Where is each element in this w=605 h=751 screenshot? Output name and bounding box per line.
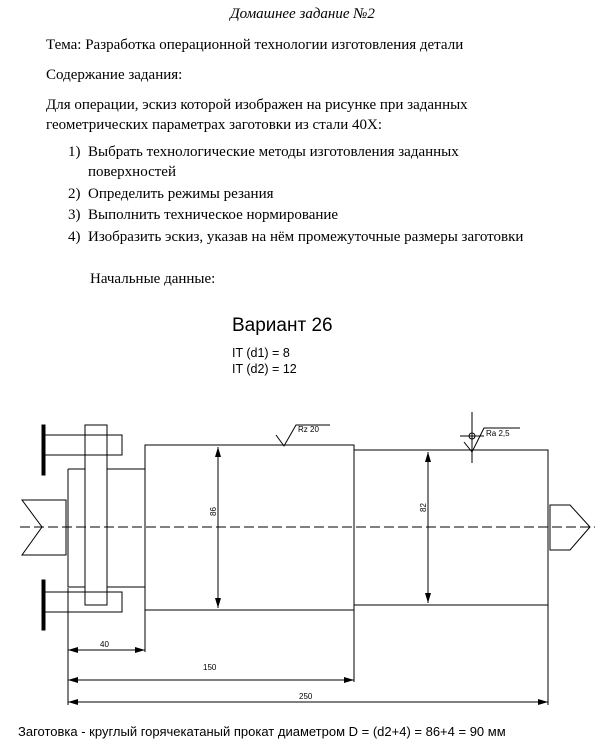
tolerance-d1: IT (d1) = 8 bbox=[232, 346, 290, 360]
dim-label-82: 82 bbox=[419, 503, 428, 512]
blank-description: Заготовка - круглый горячекатаный прокат диаметром D = (d2+4) = 86+4 = 90 мм bbox=[18, 724, 506, 739]
topic-line: Тема: Разработка операционной технологии изготовления детали bbox=[46, 37, 464, 53]
chuck-body bbox=[85, 425, 107, 605]
tolerance-d2: IT (d2) = 12 bbox=[232, 362, 297, 376]
len-label-250: 250 bbox=[299, 692, 313, 701]
chuck-clamp-top bbox=[45, 435, 122, 455]
task-number: 3) bbox=[68, 207, 81, 223]
rz-label: Rz 20 bbox=[298, 425, 319, 434]
task-text: Определить режимы резания bbox=[88, 186, 274, 202]
variant-title: Вариант 26 bbox=[232, 315, 333, 336]
len-label-150: 150 bbox=[203, 663, 217, 672]
task-text: Выбрать технологические методы изготовления заданных bbox=[88, 144, 459, 160]
stock-left-outline bbox=[68, 469, 85, 587]
dim-label-86: 86 bbox=[209, 507, 218, 516]
task-text: поверхностей bbox=[88, 164, 176, 180]
initial-data-label: Начальные данные: bbox=[90, 271, 216, 287]
task-number: 1) bbox=[68, 144, 81, 160]
content-label: Содержание задания: bbox=[46, 67, 183, 83]
task-number: 4) bbox=[68, 229, 81, 245]
task-text: Выполнить техническое нормирование bbox=[88, 207, 339, 223]
len-label-40: 40 bbox=[100, 640, 109, 649]
document-title: Домашнее задание №2 bbox=[230, 6, 375, 22]
chuck-clamp-bottom bbox=[45, 592, 122, 612]
intro-line: геометрических параметрах заготовки из стали 40Х: bbox=[46, 117, 382, 133]
task-number: 2) bbox=[68, 186, 81, 202]
task-text: Изобразить эскиз, указав на нём промежуточные размеры заготовки bbox=[88, 229, 524, 245]
intro-line: Для операции, эскиз которой изображен на рисунке при заданных bbox=[46, 97, 468, 113]
ra-label: Ra 2,5 bbox=[486, 429, 510, 438]
